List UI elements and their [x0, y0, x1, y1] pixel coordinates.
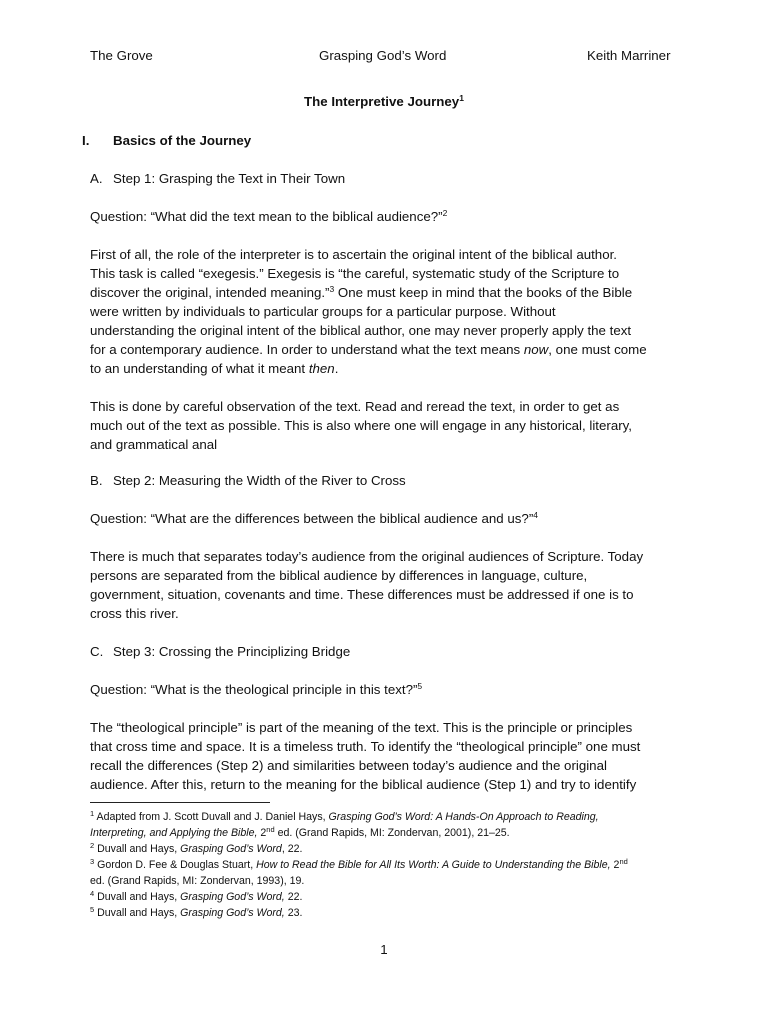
footnote-text: 2 [257, 827, 267, 839]
header-center: Grasping God’s Word [319, 48, 447, 63]
footnote-text: 23. [284, 907, 303, 919]
paragraph-line [90, 283, 690, 302]
footnote-4 [90, 889, 302, 905]
step-c-question-text: Question: “What is the theological principle in this text?” [90, 682, 418, 697]
paragraph-line: recall the differences (Step 2) and similarities between today’s audience and the original [90, 758, 607, 773]
document-title [0, 94, 768, 109]
header-left: The Grove [90, 48, 153, 63]
step-b-letter: B. [90, 473, 103, 488]
footnote-text: , 22. [281, 843, 303, 855]
step-b-question [90, 509, 538, 528]
paragraph-line: persons are separated from the biblical audience by differences in language, culture, [90, 568, 588, 583]
step-c-heading: Step 3: Crossing the Principlizing Bridge [113, 644, 351, 659]
paragraph-line: government, situation, covenants and time. These differences must be addressed if one is to [90, 587, 634, 602]
paragraph-exegesis [90, 245, 690, 378]
footnote-1 [90, 809, 599, 825]
footnote-title: How to Read the Bible for All Its Worth: A Guide to Understanding the Bible, [256, 859, 611, 871]
paragraph-line: that cross time and space. It is a timeless truth. To identify the “theological principle” one must [90, 739, 641, 754]
header-right: Keith Marriner [587, 48, 671, 63]
footnote-separator [90, 802, 270, 803]
step-c-question [90, 680, 422, 699]
paragraph-text: to an understanding of what it meant [90, 361, 309, 376]
footnote-ref-5: 5 [417, 681, 423, 691]
emphasis-then: then [308, 361, 335, 376]
paragraph-line: The “theological principle” is part of the meaning of the text. This is the principle or principles [90, 720, 633, 735]
footnote-ref-2: 2 [442, 208, 448, 218]
page-number: 1 [380, 942, 388, 957]
step-b-question-text: Question: “What are the differences between the biblical audience and us?” [90, 511, 534, 526]
footnote-number: 5 [90, 905, 95, 914]
footnote-title: Grasping God’s Word, [180, 891, 285, 903]
step-a-question-text: Question: “What did the text mean to the biblical audience?” [90, 209, 443, 224]
footnote-ordinal: nd [619, 857, 628, 866]
paragraph-line: There is much that separates today’s audience from the original audiences of Scripture. Today [90, 549, 644, 564]
paragraph-line: understanding the original intent of the biblical author, one may never properly apply the text [90, 323, 632, 338]
step-a-question [90, 207, 447, 226]
footnote-ref-4: 4 [533, 510, 538, 520]
emphasis-now: now [523, 342, 549, 357]
footnote-number: 2 [90, 841, 95, 850]
footnote-5 [90, 905, 302, 921]
footnote-3-cont: ed. (Grand Rapids, MI: Zondervan, 1993), 19. [90, 875, 305, 887]
paragraph-line: First of all, the role of the interpreter is to ascertain the original intent of the biblical author. [90, 247, 617, 262]
paragraph-line: and grammatical anal [90, 437, 218, 452]
paragraph-differences [90, 547, 690, 623]
step-c-letter: C. [90, 644, 104, 659]
paragraph-line [90, 359, 690, 378]
footnote-ordinal: nd [266, 825, 275, 834]
paragraph-observation [90, 397, 690, 454]
footnote-text: 2 [610, 859, 620, 871]
footnote-text: Gordon D. Fee & Douglas Stuart, [94, 859, 257, 871]
footnote-title: Interpreting, and Applying the Bible, [90, 827, 258, 839]
paragraph-line: much out of the text as possible. This is also where one will engage in any historical, literary, [90, 418, 632, 433]
paragraph-text: One must keep in mind that the books of the Bible [334, 285, 633, 300]
paragraph-line [90, 340, 690, 359]
footnote-ref-3: 3 [329, 284, 335, 294]
paragraph-line: This task is called “exegesis.” Exegesis is “the careful, systematic study of the Scripture to [90, 266, 620, 281]
section-heading: Basics of the Journey [113, 133, 252, 148]
paragraph-line: were written by individuals to particular groups for a particular purpose. Without [90, 304, 556, 319]
footnote-text: Adapted from J. Scott Duvall and J. Daniel Hays, [94, 811, 329, 823]
paragraph-line: audience. After this, return to the meaning for the biblical audience (Step 1) and try to identify [90, 777, 637, 792]
footnote-number: 1 [90, 809, 95, 818]
footnote-text: Duvall and Hays, [94, 843, 181, 855]
footnote-3 [90, 857, 628, 873]
paragraph-principle [90, 718, 690, 794]
step-a-letter: A. [90, 171, 103, 186]
paragraph-line: cross this river. [90, 606, 179, 621]
footnote-1-cont [90, 825, 510, 841]
footnote-number: 4 [90, 889, 95, 898]
paragraph-text: for a contemporary audience. In order to understand what the text means [90, 342, 524, 357]
step-a-heading: Step 1: Grasping the Text in Their Town [113, 171, 346, 186]
step-b-heading: Step 2: Measuring the Width of the River to Cross [113, 473, 406, 488]
footnote-title: Grasping God’s Word: A Hands-On Approach to Reading, [328, 811, 599, 823]
section-numeral: I. [82, 133, 90, 148]
footnote-number: 3 [90, 857, 95, 866]
footnote-title: Grasping God’s Word [180, 843, 282, 855]
footnote-text: ed. (Grand Rapids, MI: Zondervan, 2001), 21–25. [274, 827, 510, 839]
paragraph-text: , one must come [548, 342, 647, 357]
footnote-text: Duvall and Hays, [94, 891, 181, 903]
footnote-text: Duvall and Hays, [94, 907, 181, 919]
paragraph-line: This is done by careful observation of the text. Read and reread the text, in order to get as [90, 399, 620, 414]
footnote-title: Grasping God’s Word, [180, 907, 285, 919]
footnote-text: 22. [284, 891, 303, 903]
footnote-ref-1: 1 [459, 93, 464, 103]
paragraph-text: discover the original, intended meaning.” [90, 285, 330, 300]
document-title-text: The Interpretive Journey [304, 94, 460, 109]
paragraph-text: . [334, 361, 339, 376]
footnote-2 [90, 841, 302, 857]
